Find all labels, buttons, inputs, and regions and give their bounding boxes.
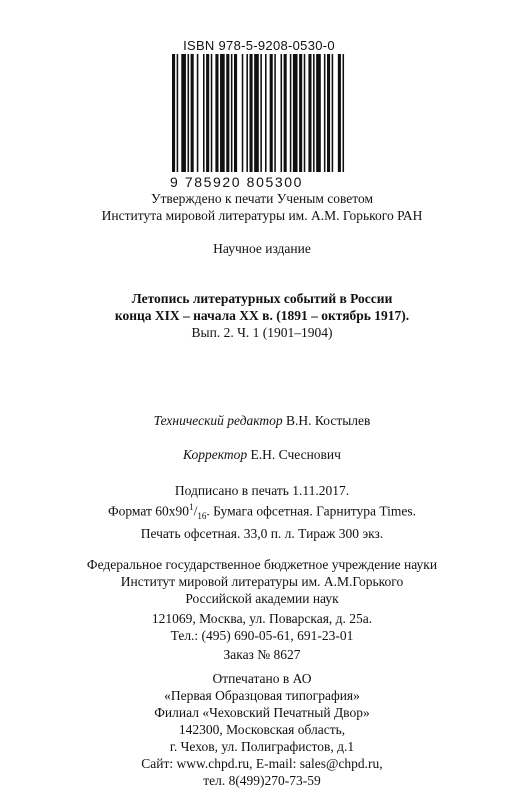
printer-line-7: тел. 8(499)270-73-59 xyxy=(203,773,321,788)
approval-statement xyxy=(0,190,524,224)
book-title xyxy=(0,290,524,341)
title-line-1: Летопись литературных событий в России xyxy=(131,291,393,306)
print-info xyxy=(0,482,524,542)
printer-line-2: «Первая Образцовая типография» xyxy=(164,688,360,703)
printer-line-1: Отпечатано в АО xyxy=(212,671,312,686)
signed-to-print: Подписано в печать 1.11.2017. xyxy=(174,483,350,498)
approval-line-2: Института мировой литературы им. А.М. Горького РАН xyxy=(101,208,423,223)
printer-info xyxy=(0,670,524,789)
approval-line-1: Утверждено к печати Ученым советом xyxy=(150,191,374,206)
barcode-digits: 9 785920 805300 xyxy=(170,174,303,190)
publisher-line-3: Российской академии наук xyxy=(185,591,339,606)
publisher-contacts xyxy=(0,610,524,644)
print-run: Печать офсетная. 33,0 п. л. Тираж 300 экз. xyxy=(140,526,384,542)
title-line-3: Вып. 2. Ч. 1 (1901–1904) xyxy=(191,325,333,340)
printer-line-5: г. Чехов, ул. Полиграфистов, д.1 xyxy=(169,739,355,754)
tech-editor-role: Технический редактор xyxy=(153,413,283,428)
format-line: Формат $60х90^1/_{16}$. Бумага офсетная. Гарнитура Times. xyxy=(107,502,417,522)
publisher-line-2: Институт мировой литературы им. А.М.Горького xyxy=(120,574,404,589)
tech-editor-name: В.Н. Костылев xyxy=(286,413,371,428)
title-line-2: конца XIX – начала XX в. (1891 – октябрь 1917). xyxy=(114,308,410,323)
printer-line-6: Сайт: www.chpd.ru, E-mail: sales@chpd.ru, xyxy=(141,756,383,771)
printer-line-4: 142300, Московская область, xyxy=(178,722,346,737)
proofreader-credit xyxy=(0,446,524,463)
edition-type: Научное издание xyxy=(213,241,311,256)
publisher-info xyxy=(0,556,524,607)
isbn-number: ISBN 978-5-9208-0530-0 xyxy=(183,38,335,53)
barcode-icon xyxy=(170,54,348,176)
proofreader-role: Корректор xyxy=(183,447,248,462)
proofreader-name: Е.Н. Счеснович xyxy=(250,447,341,462)
printer-line-3: Филиал «Чеховский Печатный Двор» xyxy=(154,705,370,720)
tech-editor-credit xyxy=(0,412,524,429)
publisher-phone: Тел.: (495) 690-05-61, 691-23-01 xyxy=(170,628,354,643)
publisher-line-1: Федеральное государственное бюджетное учреждение науки xyxy=(86,557,438,572)
publisher-address: 121069, Москва, ул. Поварская, д. 25а. xyxy=(151,611,373,626)
order-number: Заказ № 8627 xyxy=(223,647,301,662)
